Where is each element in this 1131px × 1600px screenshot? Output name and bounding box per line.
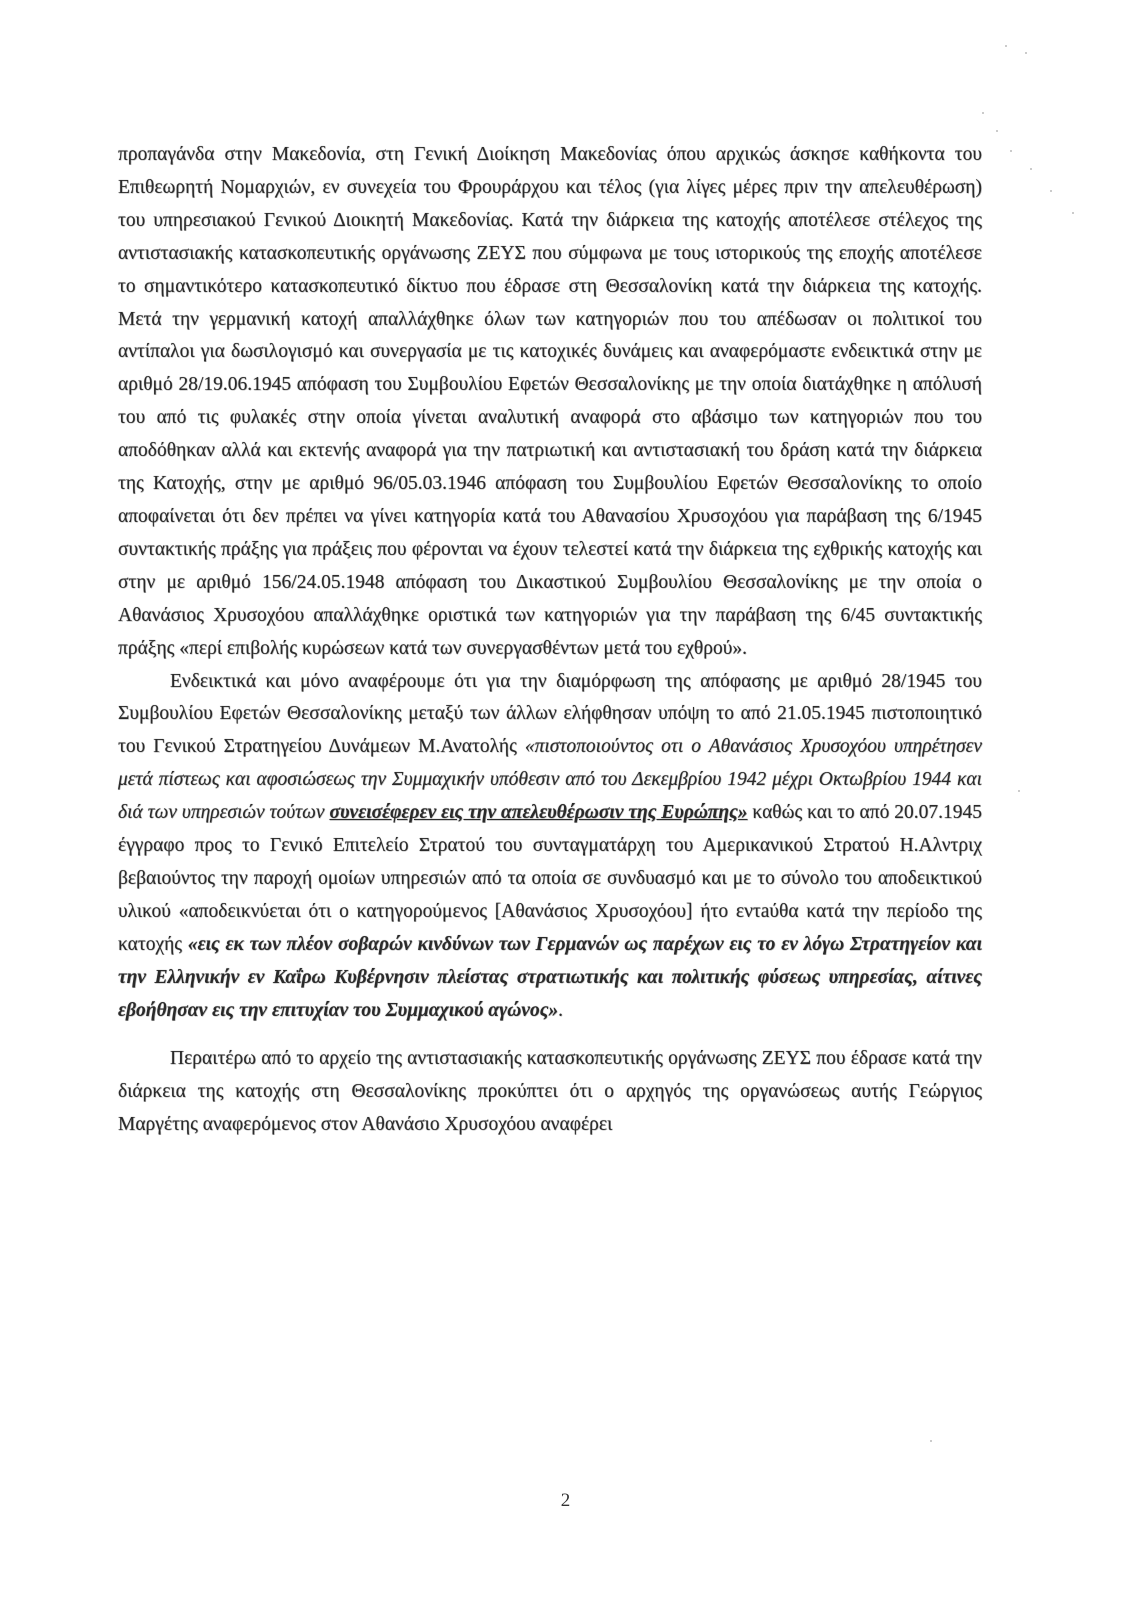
scan-speck [982,112,984,114]
scan-speck [930,1440,932,1442]
scan-speck [996,130,998,132]
paragraph-2-end: . [558,999,564,1021]
scan-speck [1072,212,1074,214]
scan-speck [1010,150,1012,152]
paragraph-2-middle: καθώς και το από 20.07.1945 έγγραφο προς το Γενικό Επιτελείο Στρατού του συνταγματάρχη του Αμερικανικού Στρατού Η.Αλντριχ βεβαιούντος την παροχή ομοίων υπηρεσιών από τα οποία σε συνδυασμό και με το σύνολο του αποδεικτικού υλικού «αποδεικνύεται ότι ο κατηγορούμενος [Αθανάσιος Χρυσοχόου] ήτο εντaύθα κατά την περίοδο της κατοχής [118,802,982,955]
paragraph-2 [118,666,982,1028]
body-text [118,139,982,1142]
paragraph-1: προπαγάνδα στην Μακεδονία, στη Γενική Διοίκηση Μακεδονίας όπου αρχικώς άσκησε καθήκοντα του Επιθεωρητή Νομαρχιών, εν συνεχεία του Φρουράρχου και τέλος (για λίγες μέρες πριν την απελευθέρωση) του υπηρεσιακού Γενικού Διοικητή Μακεδονίας. Κατά την διάρκεια της κατοχής αποτέλεσε στέλεχος της αντιστασιακής κατασκοπευτικής οργάνωσης ΖΕΥΣ που σύμφωνα με τους ιστορικούς της εποχής αποτέλεσε το σημαντικότερο κατασκοπευτικό δίκτυο που έδρασε στη Θεσσαλονίκη κατά την διάρκεια της κατοχής. Μετά την γερμανική κατοχή απαλλάχθηκε όλων των κατηγοριών που του απέδωσαν οι πολιτικοί του αντίπαλοι για δωσιλογισμό και συνεργασία με τις κατοχικές δυνάμεις και αναφερόμαστε ενδεικτικά στην με αριθμό 28/19.06.1945 απόφαση του Συμβουλίου Εφετών Θεσσαλονίκης με την οποία διατάχθηκε η απόλυσή του από τις φυλακές στην οποία γίνεται αναλυτική αναφορά στο αβάσιμο των κατηγοριών που του αποδόθηκαν αλλά και εκτενής αναφορά για την πατριωτική και αντιστασιακή του δράση κατά την διάρκεια της Κατοχής, στην με αριθμό 96/05.03.1946 απόφαση του Συμβουλίου Εφετών Θεσσαλονίκης το οποίο αποφαίνεται ότι δεν πρέπει να γίνει κατηγορία κατά του Αθανασίου Χρυσοχόου για παράβαση της 6/1945 συντακτικής πράξης για πράξεις που φέρονται να έχουν τελεστεί κατά την διάρκεια της εχθρικής κατοχής και στην με αριθμό 156/24.05.1948 απόφαση του Δικαστικού Συμβουλίου Θεσσαλονίκης με την οποία ο Αθανάσιος Χρυσοχόου απαλλάχθηκε οριστικά των κατηγοριών για την παράβαση της 6/45 συντακτικής πράξης «περί επιβολής κυρώσεων κατά των συνεργασθέντων μετά του εχθρού». [118,144,982,659]
page-number: 2 [560,1490,571,1511]
scan-speck [1018,790,1020,792]
scan-speck [1050,190,1052,192]
paragraph-3: Περαιτέρω από το αρχείο της αντιστασιακής κατασκοπευτικής οργάνωσης ΖΕΥΣ που έδρασε κατά την διάρκεια της κατοχής στη Θεσσαλονίκης προκύπτει ότι ο αρχηγός της οργανώσεως αυτής Γεώργιος Μαργέτης αναφερόμενος στον Αθανάσιο Χρυσοχόου αναφέρει [118,1048,982,1136]
scan-speck [1005,45,1007,47]
certificate-quote: «πιστοποιούντος οτι ο Αθανάσιος Χρυσοχόου υπηρέτησεν μετά πίστεως και αφοσιώσεως την Συμμαχικήν υπόθεσιν από του Δεκεμβρίου 1942 μέχρι Οκτωβρίου 1944 και διά των υπηρεσιών τούτων [118,736,982,824]
paragraph-2-intro: Ενδεικτικά και μόνο αναφέρουμε ότι για την διαμόρφωση της απόφασης με αριθμό 28/1945 του Συμβουλίου Εφετών Θεσσαλονίκης μεταξύ των άλλων ελήφθησαν υπόψη το από 21.05.1945 πιστοποιητικό του Γενικού Στρατηγείου Δυνάμεων Μ.Ανατολής [118,670,982,758]
certificate-quote-emphasis: συνεισέφερεν εις την απελευθέρωσιν της Ευρώπης» [329,802,748,824]
court-quote: «εις εκ των πλέον σοβαρών κινδύνων των Γερμανών ως παρέχων εις το εν λόγω Στρατηγείον και την Ελληνικήν εν Καΐρω Κυβέρνησιν πλείστας στρατιωτικής και πολιτικής φύσεως υπηρεσίας, αίτινες εβοήθησαν εις την επιτυχίαν του Συμμαχικού αγώνος» [118,933,982,1021]
scan-speck [1025,52,1027,54]
scan-speck [1030,168,1032,170]
